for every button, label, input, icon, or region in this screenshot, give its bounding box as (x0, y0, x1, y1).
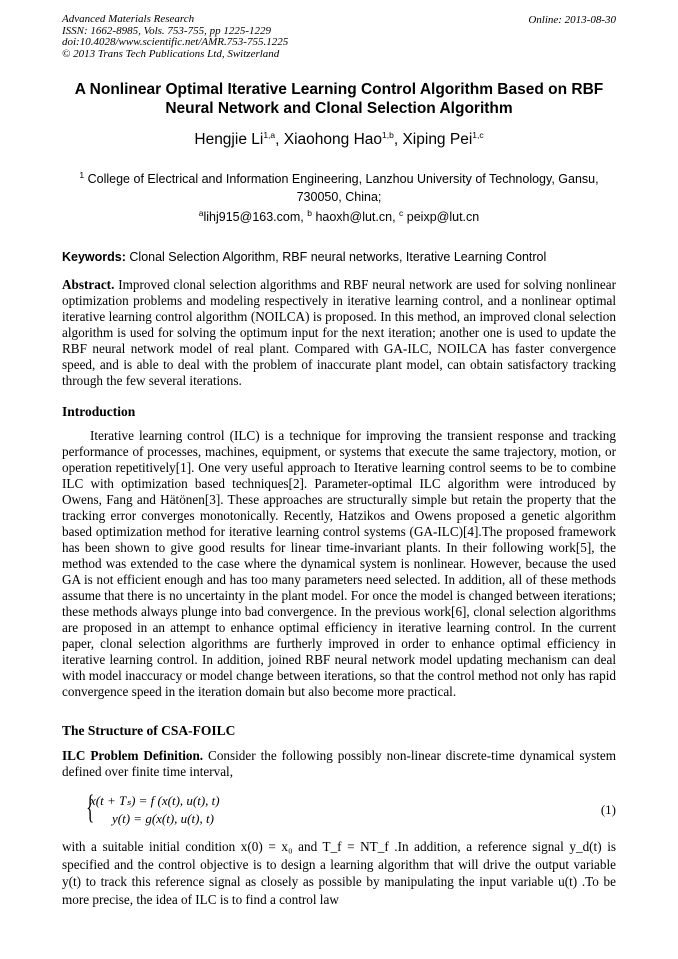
email: haoxh@lut.cn, (315, 210, 396, 225)
journal-header (62, 14, 288, 60)
authors: Hengjie Li$^{1,a}$, Xiaohong Hao$^{1,b}$, Xiping Pei$^{1,c}$ (194, 130, 484, 149)
doi: doi:10.4028/www.scientific.net/AMR.753-755.1225 (62, 36, 289, 48)
keywords (62, 250, 616, 264)
author-sup: 1,c (472, 130, 484, 140)
abstract (62, 277, 616, 389)
online-date: Online: 2013-08-30 (528, 14, 616, 26)
definition-label: ILC Problem Definition. (62, 748, 204, 763)
email: peixp@lut.cn (406, 210, 480, 225)
author-sup: 1,b (382, 130, 394, 140)
email-sup: a (198, 208, 204, 218)
problem-text: with a suitable initial condition x(0) = x₀ and T_f = NT_f .In addition, a reference signal y_d(t) is specified and the control objective is to design a learning algorithm that will drive the output variable y(t) to track this reference signal as closely as possible by manipulating the input variable u(t) .To be more precise, the idea of ILC is to find a control law (62, 839, 616, 907)
author-name: Hengjie Li (194, 131, 264, 149)
paper-title: A Nonlinear Optimal Iterative Learning Control Algorithm Based on RBF Neural Network and Clonal Selection Algorithm (74, 81, 604, 117)
issn: ISSN: 1662-8985, Vols. 753-755, pp 1225-1229 (62, 24, 271, 37)
affiliation-sup: 1 (79, 170, 85, 180)
abstract-label: Abstract. (62, 277, 115, 292)
equation-number: (1) (600, 802, 616, 817)
keywords-text: Clonal Selection Algorithm, RBF neural networks, Iterative Learning Control (129, 250, 547, 264)
introduction-text: Iterative learning control (ILC) is a technique for improving the transient response and tracking performance of processes, machines, equipment, or systems that execute the same trajectory, motion, or operation repetitively[1]. One very useful approach to Iterative learning control seems to be to combine ILC with optimization based techniques[2]. Parameter-optimal ILC algorithm were introduced by Owens, Fang and Hätönen[3]. These approaches are structurally simple but retain the property that the tracking error converges monotonically. Recently, Hatzikos and Owens proposed a genetic algorithm based optimization method for iterative learning control systems (GA-ILC)[4].The proposed framework has been shown to give good results for linear time-invariant plants. In their following work[5], the method was extended to the case where the dynamical system is nonlinear. However, because the used GA is not efficient enough and has too many parameters need selected. In addition, all of these methods assume that there is no uncertainty in the plant model. For once the model is changed between iterations; these methods always plunge into bad convergence. In the previous work[6], clonal selection algorithms are proposed in an attempt to enhance optimal efficiency in iterative learning control. In the current paper, clonal selection algorithms are furtherly improved in order to enhance optimal efficiency in iterative learning control. In addition, joined RBF neural network model updating mechanism can deal with model inaccuracy or model change between iterations, so that the control method not only has rapid convergence speed in the iteration domain but also become more practical. (62, 428, 616, 699)
equation-1 (86, 789, 220, 828)
emails (62, 208, 616, 224)
author-name: Xiaohong Hao (283, 131, 383, 149)
brace-symbol: { (86, 789, 95, 826)
email: lihj915@163.com, (203, 210, 304, 225)
affiliation-text: College of Electrical and Information Engineering, Lanzhou University of Technology, Gansu, 730050, China; (87, 172, 599, 205)
keywords-label: Keywords: (62, 250, 126, 264)
equation-line: y(t) = g(x(t), u(t), t) (112, 811, 214, 826)
journal-name: Advanced Materials Research (62, 13, 195, 25)
affiliation (62, 166, 616, 206)
email-sup: b (307, 208, 312, 218)
definition-text: Consider the following possibly non-linear discrete-time dynamical system defined over finite time interval, (62, 748, 617, 779)
abstract-text: Improved clonal selection algorithms and RBF neural network are used for solving nonlinear optimization problems and modeling respectively in iterative learning control, and a nonlinear optimal iterative learning control algorithm (NOILCA) is proposed. In this method, an improved clonal selection algorithm is used for solving the optimum input for the next iteration; another one is used to update the RBF neural network model of real plant. Compared with GA-ILC, NOILCA has faster convergence speed, and is able to deal with the problem of inaccurate plant model, can obtain satisfactory tracking through the few several iterations. (62, 277, 617, 388)
copyright: © 2013 Trans Tech Publications Ltd, Switzerland (62, 47, 280, 60)
author-sup: 1,a (263, 130, 276, 140)
section-heading: Introduction (62, 404, 136, 419)
equation-line: x(t + Tₛ) = f (x(t), u(t), t) (90, 793, 220, 808)
email-sup: c (399, 208, 404, 218)
section-heading: The Structure of CSA-FOILC (62, 723, 236, 738)
author-name: Xiping Pei (402, 131, 473, 149)
problem-definition (62, 748, 616, 780)
